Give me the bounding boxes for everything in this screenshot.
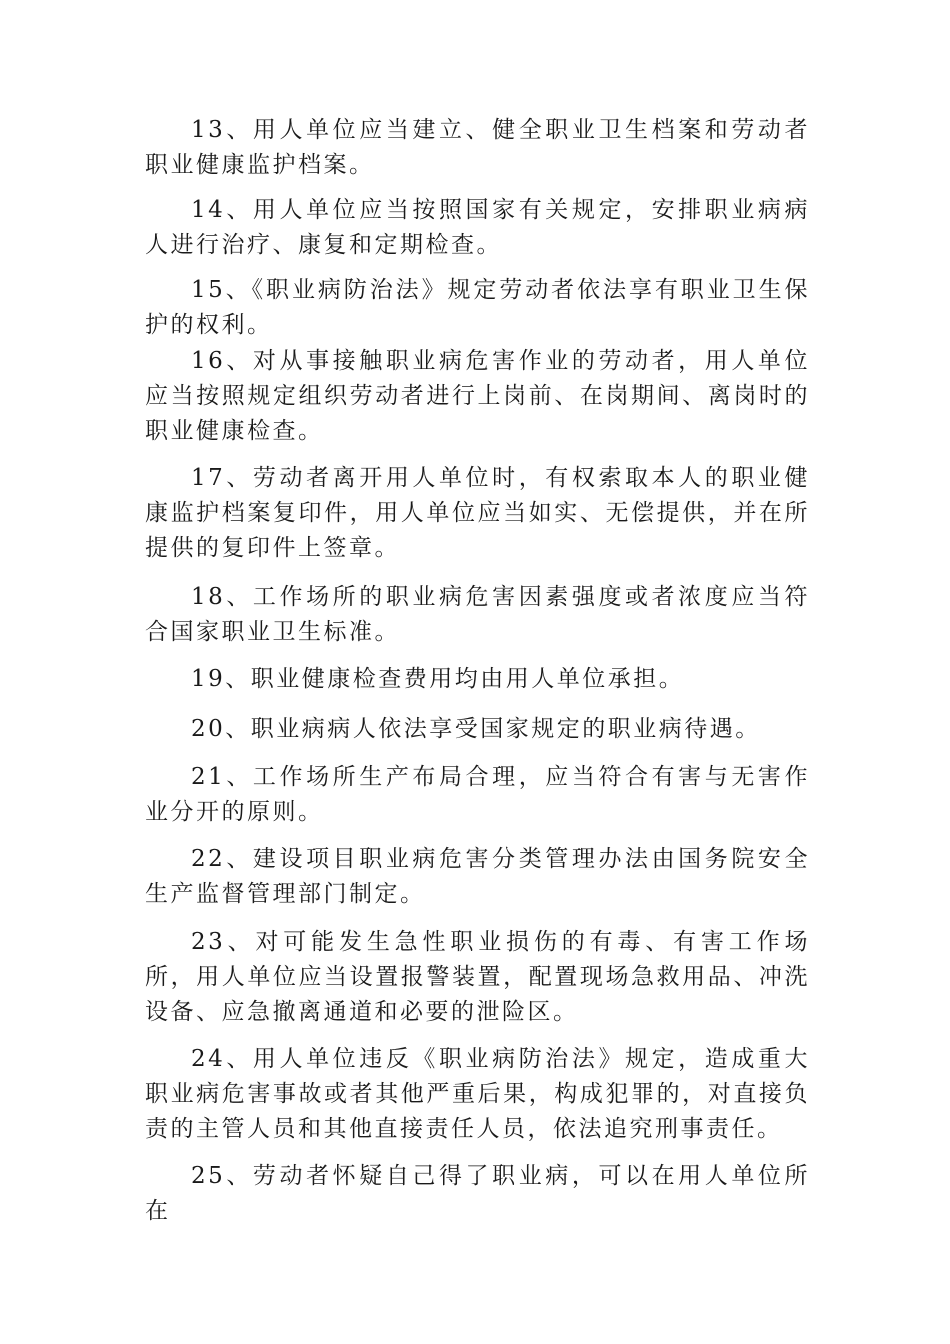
paragraph-13: 13、用人单位应当建立、健全职业卫生档案和劳动者职业健康监护档案。 — [145, 117, 810, 178]
paragraph-24: 24、用人单位违反《职业病防治法》规定，造成重大职业病危害事故或者其他严重后果，构成犯罪的，对直接负责的主管人员和其他直接责任人员，依法追究刑事责任。 — [145, 1046, 810, 1142]
paragraph-16: 16、对从事接触职业病危害作业的劳动者，用人单位应当按照规定组织劳动者进行上岗前、在岗期间、离岗时的职业健康检查。 — [145, 348, 810, 444]
paragraph-25: 25、劳动者怀疑自己得了职业病，可以在用人单位所在 — [145, 1163, 810, 1224]
paragraph-18: 18、工作场所的职业病危害因素强度或者浓度应当符合国家职业卫生标准。 — [145, 584, 810, 645]
paragraph-15: 15、《职业病防治法》规定劳动者依法享有职业卫生保护的权利。 — [145, 277, 810, 338]
paragraph-22: 22、建设项目职业病危害分类管理办法由国务院安全生产监督管理部门制定。 — [145, 846, 810, 907]
paragraph-17: 17、劳动者离开用人单位时，有权索取本人的职业健康监护档案复印件，用人单位应当如实、无偿提供，并在所提供的复印件上签章。 — [145, 465, 810, 561]
paragraph-14: 14、用人单位应当按照国家有关规定，安排职业病病人进行治疗、康复和定期检查。 — [145, 197, 810, 258]
paragraph-20: 20、职业病病人依法享受国家规定的职业病待遇。 — [191, 716, 761, 742]
paragraph-21: 21、工作场所生产布局合理，应当符合有害与无害作业分开的原则。 — [145, 764, 810, 825]
paragraph-23: 23、对可能发生急性职业损伤的有毒、有害工作场所，用人单位应当设置报警装置，配置现场急救用品、冲洗设备、应急撤离通道和必要的泄险区。 — [145, 929, 810, 1025]
paragraph-19: 19、职业健康检查费用均由用人单位承担。 — [191, 666, 685, 692]
